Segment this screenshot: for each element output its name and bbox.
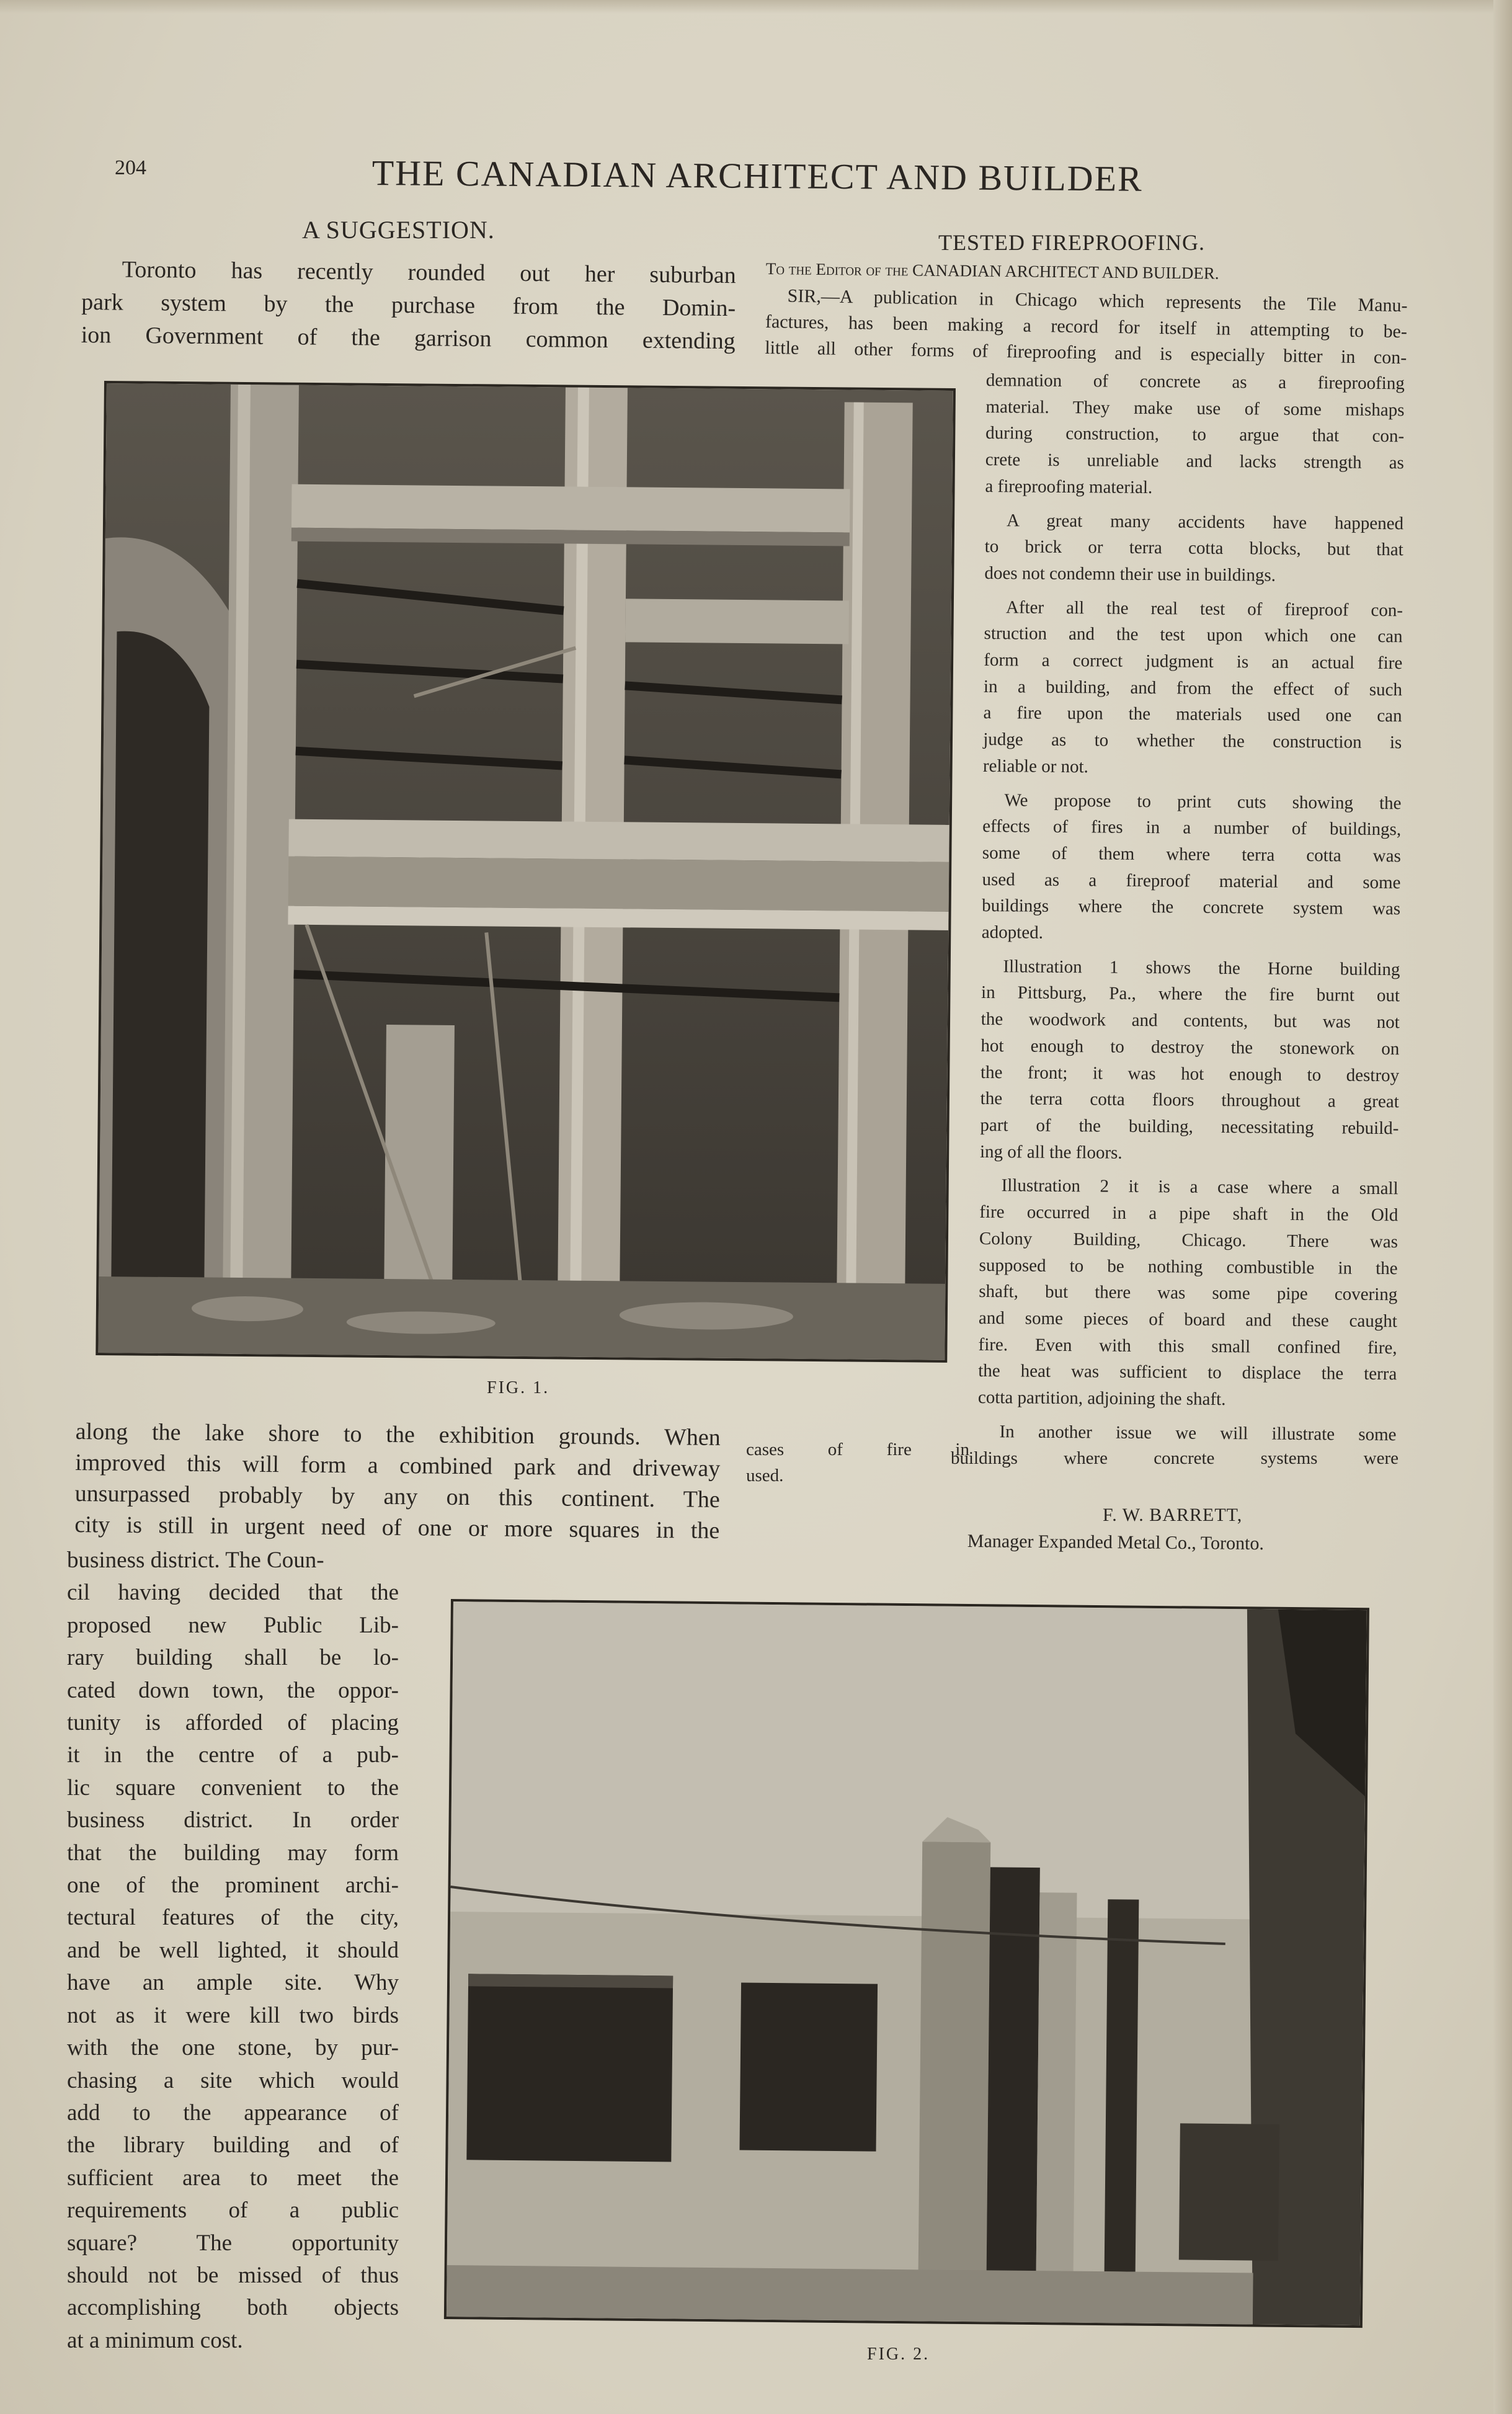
- narrow-line: rary building shall be lo-: [67, 1645, 399, 1671]
- text-line: fire. Even with this small confined fire,: [978, 1334, 1397, 1358]
- text-line: a fireproofing material.: [985, 476, 1153, 497]
- text-line: cotta partition, adjoining the shaft.: [977, 1387, 1226, 1410]
- paragraph: [985, 367, 1405, 503]
- text-line: effects of fires in a number of buildings,: [982, 816, 1402, 840]
- narrow-line: have an ample site. Why: [67, 1970, 399, 1996]
- fireproofing-title: TESTED FIREPROOFING.: [938, 230, 1206, 255]
- text-line: hot enough to destroy the stonework on: [981, 1035, 1400, 1059]
- narrow-line: requirements of a public: [67, 2198, 399, 2224]
- text-line: cases of fire in: [746, 1440, 969, 1459]
- narrow-line: it in the centre of a pub-: [67, 1742, 399, 1768]
- narrow-line: chasing a site which would: [67, 2067, 399, 2093]
- paragraph: [982, 787, 1402, 950]
- text-line: buildings where the concrete system was: [982, 896, 1401, 919]
- text-line: supposed to be nothing combustible in the: [979, 1255, 1398, 1278]
- narrow-line: cil having decided that the: [67, 1580, 399, 1606]
- suggestion-continued: [74, 1416, 721, 1546]
- text-line: used.: [746, 1466, 784, 1485]
- text-line: buildings where concrete systems were: [951, 1448, 1399, 1468]
- narrow-line: sufficient area to meet the: [67, 2165, 399, 2191]
- paragraph: [977, 1419, 1396, 1448]
- intro-line: SIR,—A publication in Chicago which represents the Tile Manu-: [787, 285, 1408, 316]
- burnt-building-facade-illustration: [98, 383, 953, 1360]
- text-line: reliable or not.: [982, 755, 1088, 777]
- text-line: used as a fireproof material and some: [982, 869, 1401, 893]
- text-line: shaft, but there was some pipe covering: [979, 1281, 1398, 1305]
- text-line: the terra cotta floors throughout a great: [980, 1089, 1399, 1112]
- continued-line: city is still in urgent need of one or more squares in the: [74, 1511, 720, 1544]
- split-line-middle: [746, 1436, 969, 1489]
- text-line: material. They make use of some mishaps: [985, 396, 1405, 421]
- text-line: the woodwork and contents, but was not: [981, 1009, 1400, 1033]
- pipe-shaft-interior-illustration: [447, 1601, 1367, 2325]
- narrow-line: at a minimum cost.: [67, 2327, 243, 2353]
- intro-line: little all other forms of fireproofing and is especially bitter in con-: [765, 337, 1407, 368]
- fireproofing-intro: [765, 283, 1408, 371]
- narrow-line: should not be missed of thus: [67, 2262, 399, 2288]
- text-line: A great many accidents have happened: [1006, 510, 1404, 533]
- narrow-line: accomplishing both objects: [67, 2295, 399, 2321]
- text-line: in Pittsburg, Pa., where the fire burnt out: [981, 982, 1400, 1006]
- text-line: struction and the test upon which one can: [984, 623, 1403, 647]
- fireproofing-column: [977, 367, 1405, 1448]
- text-line: crete is unreliable and lacks strength as: [985, 450, 1404, 473]
- split-line-right: [951, 1445, 1399, 1471]
- signature-name: F. W. BARRETT,: [1103, 1505, 1243, 1525]
- narrow-line: the library building and of: [67, 2132, 399, 2158]
- narrow-line: add to the appearance of: [67, 2100, 399, 2126]
- text-line: ing of all the floors.: [979, 1141, 1123, 1163]
- text-line: in a building, and from the effect of such: [983, 676, 1403, 700]
- text-line: does not condemn their use in buildings.: [984, 563, 1276, 586]
- figure-1-caption: FIG. 1.: [487, 1378, 550, 1397]
- text-line: the heat was sufficient to displace the terra: [978, 1361, 1397, 1384]
- intro-line: Toronto has recently rounded out her suburban: [122, 256, 736, 289]
- editor-salutation: To the Editor of the CANADIAN ARCHITECT AND BUILDER.: [765, 259, 1219, 283]
- page-edge: [1493, 0, 1512, 2414]
- text-line: Illustration 2 it is a case where a small: [1001, 1175, 1399, 1199]
- intro-line: factures, has been making a record for itself in attempting to be-: [765, 311, 1408, 342]
- narrow-line: business district. The Coun-: [67, 1548, 324, 1573]
- text-line: Colony Building, Chicago. There was: [979, 1228, 1399, 1252]
- intro-line: park system by the purchase from the Domin-: [81, 288, 736, 322]
- paragraph: [984, 507, 1403, 590]
- suggestion-title: A SUGGESTION.: [302, 216, 495, 244]
- narrow-line: that the building may form: [67, 1840, 399, 1866]
- paragraph: [980, 953, 1400, 1169]
- narrow-line: business district. In order: [67, 1807, 399, 1833]
- text-line: a fire upon the materials used one can: [983, 703, 1402, 726]
- narrow-line: tunity is afforded of placing: [67, 1710, 399, 1736]
- text-line: some of them where terra cotta was: [982, 842, 1401, 866]
- text-line: We propose to print cuts showing the: [1004, 790, 1402, 813]
- text-line: the front; it was hot enough to destroy: [980, 1062, 1400, 1085]
- narrow-line: proposed new Public Lib-: [67, 1612, 399, 1638]
- narrow-line: tectural features of the city,: [67, 1905, 399, 1931]
- text-line: form a correct judgment is an actual fire: [984, 650, 1403, 674]
- paragraph: [983, 594, 1403, 783]
- narrow-line: and be well lighted, it should: [67, 1937, 399, 1963]
- signature-title: Manager Expanded Metal Co., Toronto.: [967, 1531, 1265, 1554]
- text-line: In another issue we will illustrate some: [999, 1421, 1397, 1445]
- narrow-line: lic square convenient to the: [67, 1775, 399, 1801]
- figure-2-photo: [444, 1599, 1369, 2328]
- narrow-line: not as it were kill two birds: [67, 2002, 399, 2028]
- text-line: fire occurred in a pipe shaft in the Old: [979, 1202, 1399, 1226]
- narrow-line: cated down town, the oppor-: [67, 1677, 399, 1703]
- narrow-line: one of the prominent archi-: [67, 1873, 399, 1899]
- intro-line: ion Government of the garrison common extending: [81, 321, 736, 355]
- figure-1-photo: [96, 381, 956, 1363]
- continued-line: improved this will form a combined park and driveway: [75, 1449, 721, 1482]
- text-line: part of the building, necessitating rebuild-: [980, 1115, 1399, 1139]
- journal-title: THE CANADIAN ARCHITECT AND BUILDER: [371, 152, 1143, 199]
- text-line: during construction, to argue that con-: [985, 423, 1405, 447]
- narrow-line: with the one stone, by pur-: [67, 2035, 399, 2061]
- narrow-line: square? The opportunity: [67, 2230, 399, 2256]
- text-line: to brick or terra cotta blocks, but that: [984, 537, 1403, 560]
- text-line: After all the real test of fireproof con-: [1005, 597, 1403, 620]
- text-line: demnation of concrete as a fireproofing: [985, 370, 1405, 394]
- page-number: 204: [115, 156, 146, 179]
- page-top-shadow: [0, 0, 1512, 14]
- paragraph: [978, 1172, 1399, 1414]
- text-line: and some pieces of board and these caught: [978, 1307, 1398, 1332]
- continued-line: unsurpassed probably by any on this continent. The: [74, 1480, 720, 1513]
- suggestion-narrow-column: [67, 1544, 399, 2357]
- text-line: judge as to whether the construction is: [983, 729, 1402, 753]
- text-line: adopted.: [981, 922, 1044, 943]
- figure-2-caption: FIG. 2.: [867, 2345, 930, 2364]
- continued-line: along the lake shore to the exhibition grounds. When: [75, 1418, 721, 1451]
- text-line: Illustration 1 shows the Horne building: [1003, 956, 1400, 980]
- suggestion-intro: [81, 253, 736, 358]
